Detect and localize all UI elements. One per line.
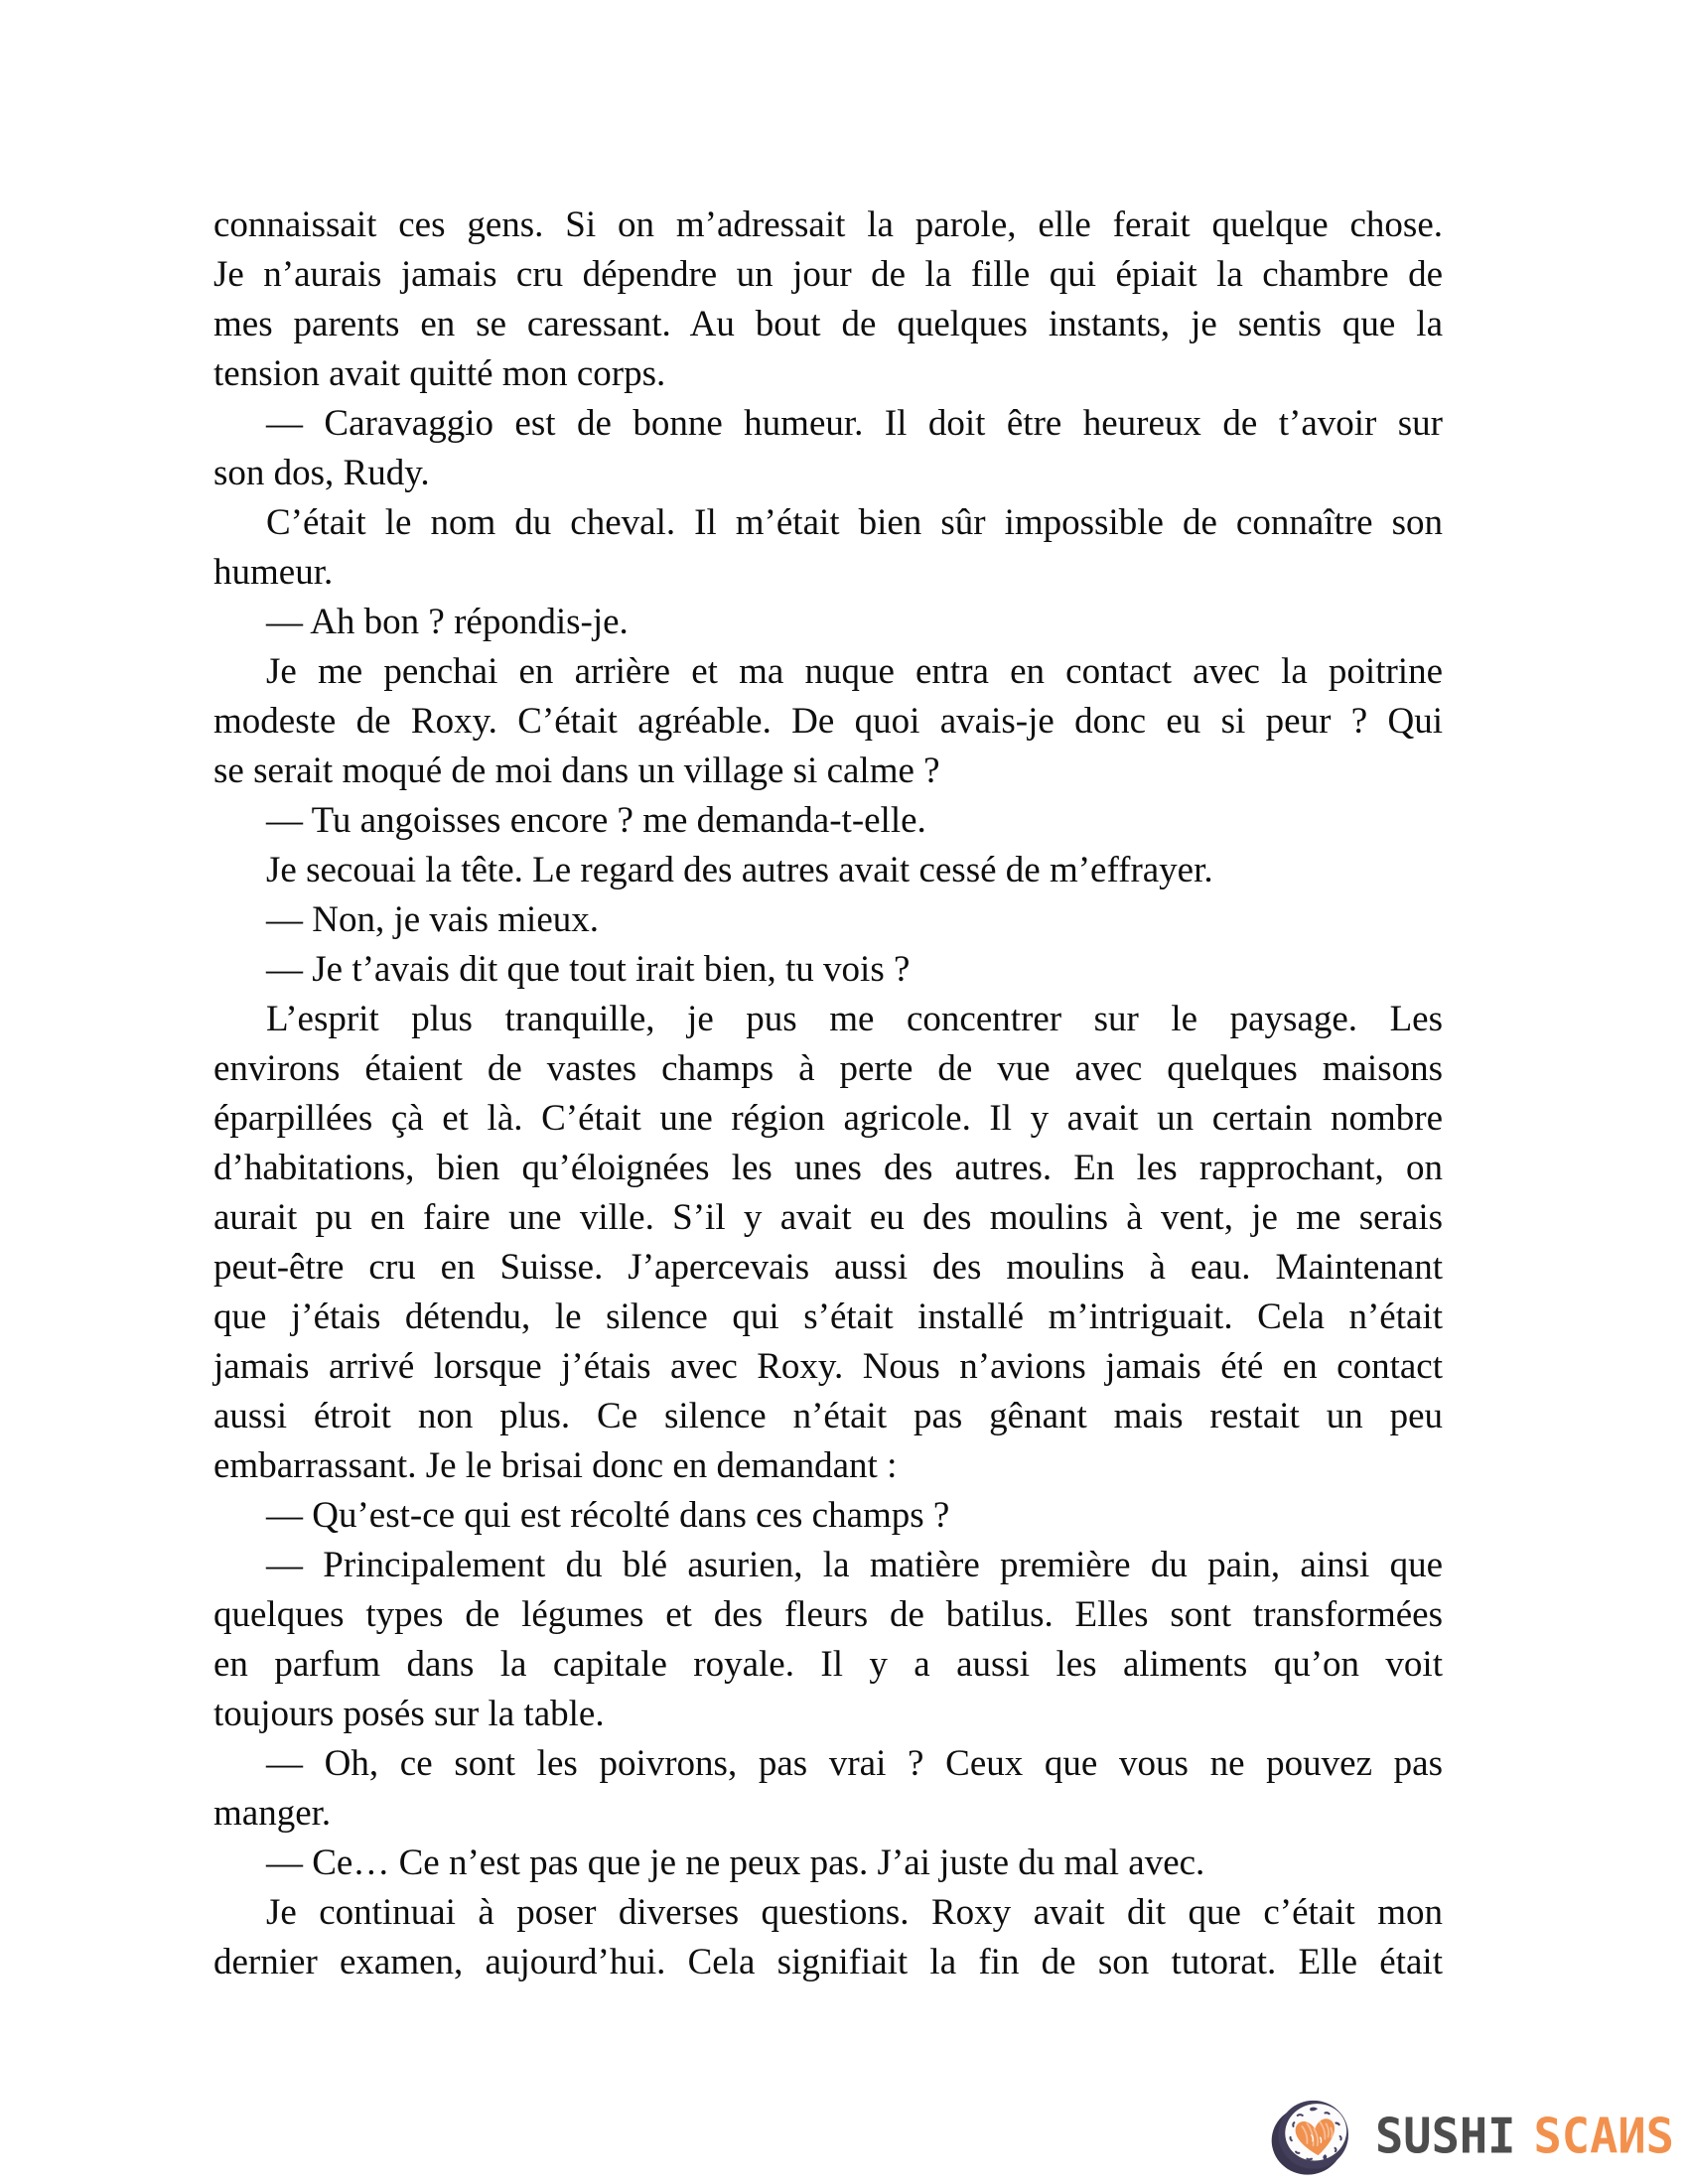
text-line: éparpillées çà et là. C’était une région agricole. Il y avait un certain nombre xyxy=(213,1098,1443,1139)
text-line: quelques types de légumes et des fleurs de batilus. Elles sont transformées xyxy=(213,1594,1443,1635)
text-line: manger. xyxy=(213,1793,332,1834)
text-line: Je n’aurais jamais cru dépendre un jour de la fille qui épiait la chambre de xyxy=(213,254,1443,295)
text-line: — Principalement du blé asurien, la matière première du pain, ainsi que xyxy=(266,1545,1443,1585)
text-line: — Tu angoisses encore ? me demanda-t-elle. xyxy=(266,800,926,841)
brand-word-sushi: SUSHI xyxy=(1375,2108,1516,2165)
text-line: jamais arrivé lorsque j’étais avec Roxy. Nous n’avions jamais été en contact xyxy=(213,1346,1443,1387)
text-line: peut-être cru en Suisse. J’apercevais aussi des moulins à eau. Maintenant xyxy=(213,1247,1443,1288)
text-line: — Je t’avais dit que tout irait bien, tu vois ? xyxy=(266,949,911,990)
text-line: C’était le nom du cheval. Il m’était bien sûr impossible de connaître son xyxy=(266,502,1443,543)
text-line: — Ce… Ce n’est pas que je ne peux pas. J’ai juste du mal avec. xyxy=(266,1843,1205,1883)
sushi-roll-heart-icon xyxy=(1270,2094,1353,2179)
text-line: — Oh, ce sont les poivrons, pas vrai ? Ceux que vous ne pouvez pas xyxy=(266,1743,1443,1784)
text-line: modeste de Roxy. C’était agréable. De quoi avais-je donc eu si peur ? Qui xyxy=(213,701,1443,742)
text-block xyxy=(213,201,1443,1987)
text-line: en parfum dans la capitale royale. Il y a aussi les aliments qu’on voit xyxy=(213,1644,1443,1685)
text-line: Je secouai la tête. Le regard des autres avait cessé de m’effrayer. xyxy=(266,850,1213,890)
text-line: tension avait quitté mon corps. xyxy=(213,353,666,394)
text-line: — Ah bon ? répondis-je. xyxy=(266,602,629,642)
text-line: connaissait ces gens. Si on m’adressait la parole, elle ferait quelque chose. xyxy=(213,205,1443,245)
sushi-scans-logo xyxy=(1270,2093,1674,2180)
text-line: L’esprit plus tranquille, je pus me concentrer sur le paysage. Les xyxy=(266,999,1443,1039)
text-line: Je me penchai en arrière et ma nuque entra en contact avec la poitrine xyxy=(266,651,1443,692)
text-line: son dos, Rudy. xyxy=(213,453,430,493)
text-line: — Qu’est-ce qui est récolté dans ces champs ? xyxy=(266,1495,950,1536)
text-line: — Non, je vais mieux. xyxy=(266,899,600,940)
text-line: que j’étais détendu, le silence qui s’était installé m’intriguait. Cela n’était xyxy=(213,1297,1443,1337)
text-line: humeur. xyxy=(213,552,334,593)
text-line: aussi étroit non plus. Ce silence n’était pas gênant mais restait un peu xyxy=(213,1396,1443,1436)
text-line: aurait pu en faire une ville. S’il y avait eu des moulins à vent, je me serais xyxy=(213,1197,1443,1238)
text-line: embarrassant. Je le brisai donc en demandant : xyxy=(213,1445,898,1486)
text-line: Je continuai à poser diverses questions. Roxy avait dit que c’était mon xyxy=(266,1892,1443,1933)
text-line: mes parents en se caressant. Au bout de quelques instants, je sentis que la xyxy=(213,304,1443,344)
text-line: toujours posés sur la table. xyxy=(213,1694,605,1734)
text-line: environs étaient de vastes champs à perte de vue avec quelques maisons xyxy=(213,1048,1443,1089)
text-line: se serait moqué de moi dans un village si calme ? xyxy=(213,751,940,791)
brand-word-scans: SCAИS xyxy=(1533,2108,1674,2165)
text-line: — Caravaggio est de bonne humeur. Il doit être heureux de t’avoir sur xyxy=(266,403,1443,444)
text-line: dernier examen, aujourd’hui. Cela signifiait la fin de son tutorat. Elle était xyxy=(213,1942,1443,1982)
text-line: d’habitations, bien qu’éloignées les unes des autres. En les rapprochant, on xyxy=(213,1148,1443,1188)
brand-wordmark xyxy=(1375,2108,1674,2164)
